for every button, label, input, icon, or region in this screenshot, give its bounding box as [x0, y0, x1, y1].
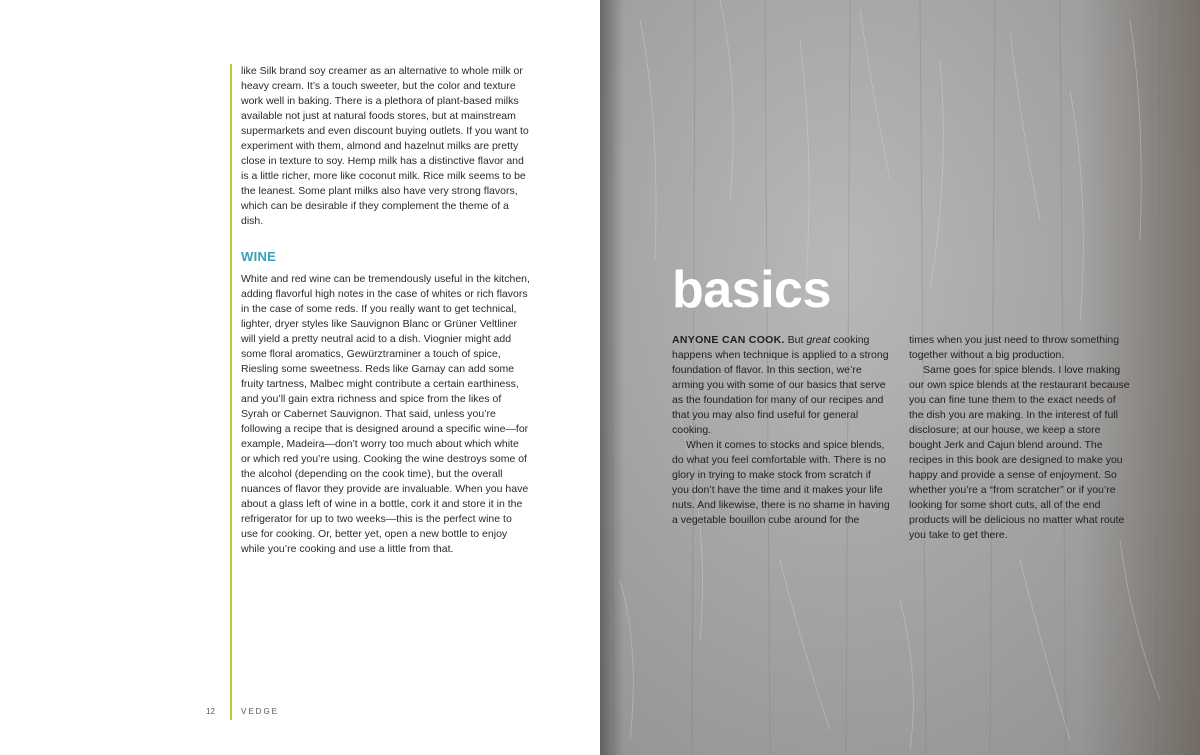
intro-column-1: [672, 333, 890, 528]
section-heading-wine: WINE: [241, 249, 277, 264]
intro-paragraph-4: Same goes for spice blends. I love making our own spice blends at the restaurant because you can fine tune them to the exact needs of the dish you are making. In the interest of full disclosure; at our house, we keep a store bought Jerk and Cajun blend around. The recipes in this book are designed to make you happy and provide a sense of enjoyment. So whether you’re a “from scratcher” or if you’re looking for some short cuts, all of the end products will be delicious no matter what route you take to get there.: [909, 364, 1130, 541]
intro-column-2: [909, 333, 1133, 543]
intro-paragraph-3: times when you just need to throw something together without a big production.: [909, 334, 1120, 361]
right-page-photo: [600, 0, 1200, 755]
emphasis-great: great: [806, 334, 831, 346]
intro-text-b: cooking happens when technique is applied to a strong foundation of flavor. In this section, we’re arming you with some of our basics that serve as the foundation for many of our recipes and that you may also find useful for general cooking.: [672, 334, 889, 436]
body-paragraph-milk: like Silk brand soy creamer as an alternative to whole milk or heavy cream. It’s a touch sweeter, but the color and texture work well in baking. There is a plethora of plant-based milks available not just at natural foods stores, but at mainstream supermarkets and even discount buying outlets. If you want to experiment with them, almond and hazelnut milks are pretty close in texture to soy. Hemp milk has a distinctive flavor and is a little richer, more like coconut milk. Rice milk seems to be the leanest. Some plant milks also have very strong flavors, which can be desirable if they complement the theme of a dish.: [241, 65, 529, 227]
intro-paragraph-1: [672, 333, 890, 438]
body-paragraph-wine: White and red wine can be tremendously useful in the kitchen, adding flavorful high notes in the case of whites or rich flavors in the case of some reds. If you really want to get technical, lighter, dryer styles like Sauvignon Blanc or Grüner Veltliner will yield a pretty neutral acid to a dish. Viognier might add some floral aromatics, Gewürztraminer a touch of spice, Riesling some sweetness. Reds like Gamay can add some fruity tartness, Malbec might contribute a certain earthiness, and you’ll gain extra richness and spice from the likes of Syrah or Cabernet Sauvignon. That said, unless you’re following a recipe that is designed around a specific wine—for example, Madeira—don’t worry too much about which white or which red you’re using. Cooking the wine destroys some of the alcohol (depending on the cook time), but the overall nuances of flavor they provide are invaluable. When you have about a glass left of wine in a bottle, cork it and store it in the refrigerator for up to two weeks—this is the perfect wine to use for cooking. Or, better yet, open a new bottle to enjoy while you’re cooking and use a little from that.: [241, 273, 530, 555]
margin-rule: [230, 64, 232, 720]
lead-in: ANYONE CAN COOK.: [672, 334, 785, 346]
running-title: VEDGE: [241, 707, 280, 716]
chapter-title: basics: [672, 261, 831, 319]
intro-text-a: But: [784, 334, 807, 346]
page-number: 12: [206, 707, 215, 716]
intro-paragraph-2: When it comes to stocks and spice blends, do what you feel comfortable with. There is no glory in trying to make stock from scratch if you don’t have the time and it makes your life nuts. And likewise, there is no shame in having a vegetable bouillon cube around for the: [672, 439, 890, 526]
